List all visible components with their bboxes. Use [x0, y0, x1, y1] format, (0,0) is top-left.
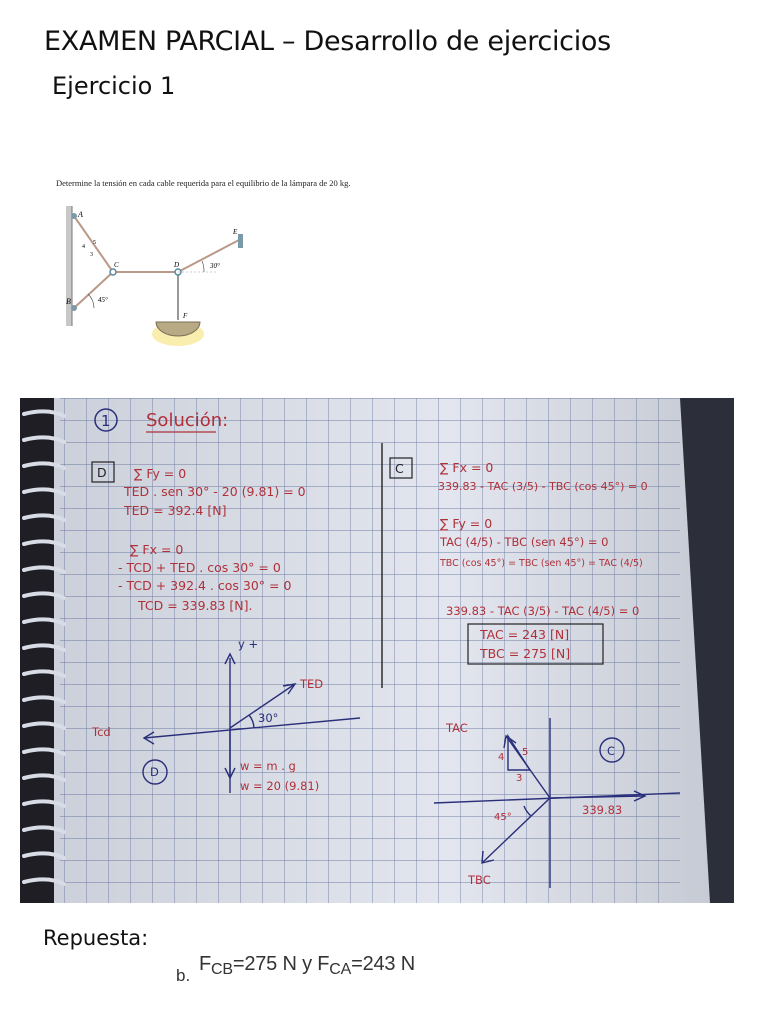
notebook-photo	[20, 398, 734, 903]
diag-w1-label: w = m . g	[240, 759, 296, 773]
left-eq5: - TCD + TED . cos 30° = 0	[118, 560, 281, 575]
label-a: A	[78, 210, 83, 219]
label-ratio-4: 4	[82, 244, 85, 250]
diag-3-label: 3	[516, 773, 523, 784]
diag-circle-c: C	[607, 744, 616, 758]
diag-339-label: 339.83	[582, 803, 623, 817]
diag-30-label: 30°	[258, 711, 279, 725]
result-tac: TAC = 243 [N]	[480, 627, 570, 642]
diag-tac-label: TAC	[446, 721, 468, 735]
answer-label: Repuesta:	[43, 926, 149, 950]
left-eq4: ∑ Fx = 0	[130, 542, 184, 557]
answer-f2-value: =243 N	[351, 953, 415, 975]
label-d: D	[174, 261, 180, 269]
diag-tcd-label: Tcd	[92, 725, 111, 739]
box-c: C	[395, 461, 404, 476]
diag-y-axis-label: y +	[238, 637, 259, 651]
label-e: E	[233, 228, 238, 236]
cable-system-figure	[56, 198, 256, 348]
right-eq1: ∑ Fx = 0	[440, 460, 494, 475]
label-angle-30: 30°	[210, 262, 220, 270]
answer-option-letter: b.	[176, 966, 191, 985]
diag-tbc-label: TBC	[468, 873, 491, 887]
right-eq3: ∑ Fy = 0	[440, 516, 493, 531]
right-eq4: TAC (4/5) - TBC (sen 45°) = 0	[440, 535, 609, 549]
diag-w2-label: w = 20 (9.81)	[240, 779, 320, 793]
result-tbc: TBC = 275 [N]	[480, 646, 571, 661]
answer-f1-value: =275 N y	[232, 953, 318, 975]
answer-f2: F	[317, 953, 330, 975]
solution-number: 1	[101, 412, 111, 430]
solution-heading: Solución:	[146, 410, 229, 431]
page-title: EXAMEN PARCIAL – Desarrollo de ejercicios	[44, 26, 611, 57]
label-f: F	[183, 312, 188, 320]
label-ratio-5: 5	[93, 240, 96, 246]
right-eq2: 339.83 - TAC (3/5) - TBC (cos 45°) = 0	[438, 480, 648, 493]
cable-de	[178, 240, 239, 272]
answer-f1: F	[199, 953, 212, 975]
answer-text	[199, 953, 415, 979]
label-ratio-3: 3	[90, 252, 93, 258]
diag-circle-d: D	[150, 765, 159, 779]
diag-ted-label: TED	[300, 677, 324, 691]
problem-statement: Determine la tensión en cada cable requerida para el equilibrio de la lámpara de 20 kg.	[56, 178, 351, 188]
exercise-heading: Ejercicio 1	[52, 72, 176, 100]
left-eq3: TED = 392.4 [N]	[124, 503, 227, 518]
diag-4-label: 4	[498, 752, 505, 763]
left-eq7: TCD = 339.83 [N].	[138, 598, 253, 613]
diag-45-label: 45°	[494, 812, 512, 823]
right-eq6: 339.83 - TAC (3/5) - TAC (4/5) = 0	[446, 604, 640, 618]
answer-f2-sub: CA	[329, 961, 352, 978]
left-eq2: TED . sen 30° - 20 (9.81) = 0	[124, 484, 306, 499]
left-eq6: - TCD + 392.4 . cos 30° = 0	[118, 578, 292, 593]
right-eq5: TBC (cos 45°) = TBC (sen 45°) = TAC (4/5)	[440, 558, 643, 569]
answer-f1-sub: CB	[211, 961, 233, 978]
label-b: B	[66, 297, 71, 306]
label-c: C	[114, 261, 119, 269]
left-eq1: ∑ Fy = 0	[134, 466, 187, 481]
box-d: D	[97, 465, 107, 480]
diag-5-label: 5	[522, 747, 529, 758]
label-angle-45: 45°	[98, 296, 108, 304]
